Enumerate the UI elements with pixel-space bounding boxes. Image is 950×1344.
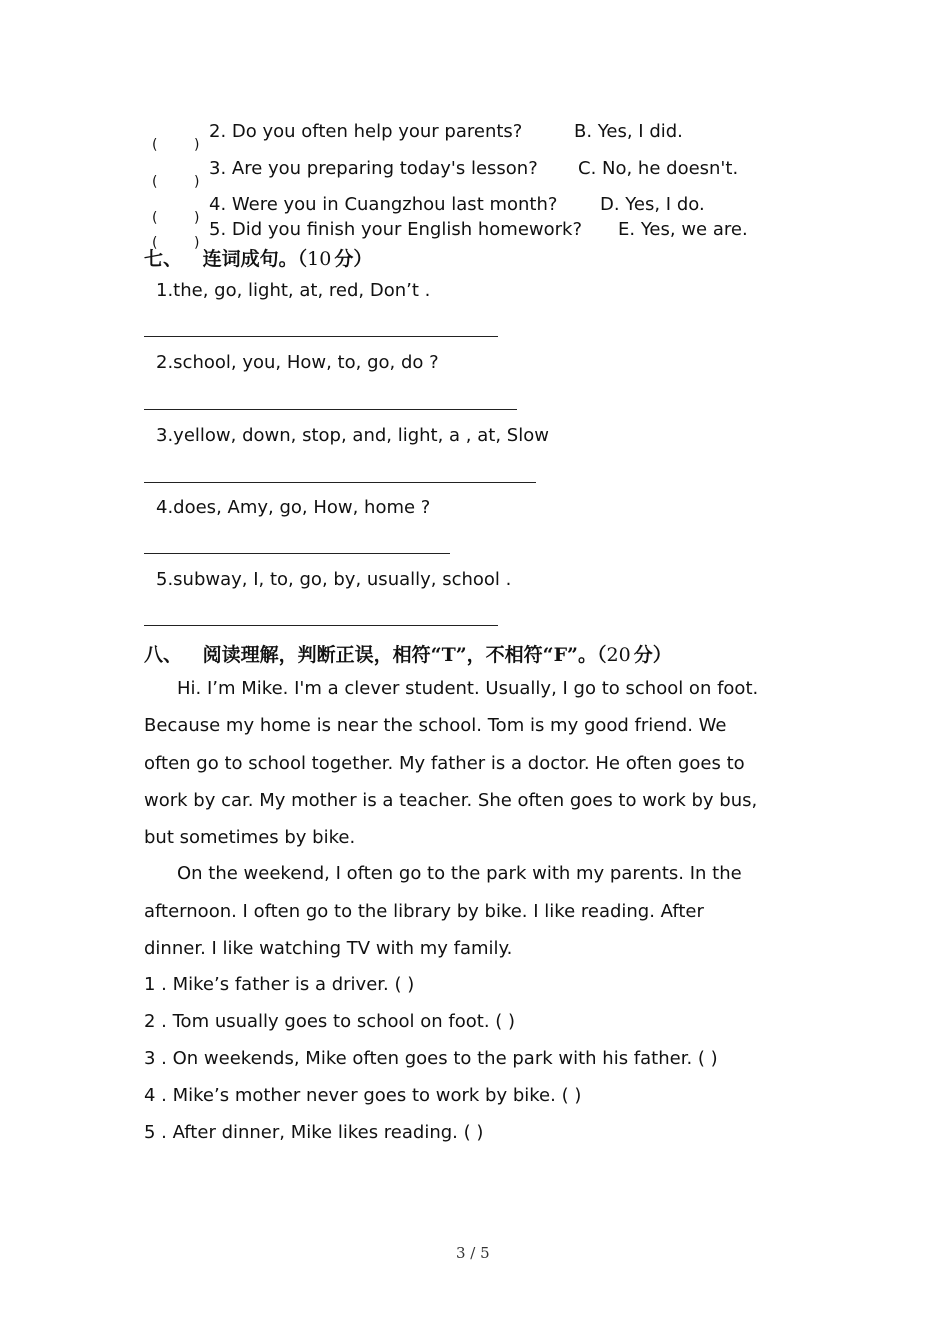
question-text: 4. Were you in Cuangzhou last month? (209, 194, 558, 215)
sentence-prompt: 1.the, go, light, at, red, Don’t . (156, 280, 431, 301)
match-row: ( ) 3. Are you preparing today's lesson? C. No, he doesn't. (152, 158, 739, 190)
passage-line: work by car. My mother is a teacher. She often goes to work by bus, (144, 790, 758, 811)
sentence-prompt: 5.subway, I, to, go, by, usually, school . (156, 569, 512, 590)
answer-line[interactable] (144, 482, 536, 483)
passage-line: Hi. I’m Mike. I'm a clever student. Usually, I go to school on foot. (177, 678, 759, 699)
page-number: 3 / 5 (456, 1244, 490, 1262)
passage-line: Because my home is near the school. Tom is my good friend. We (144, 715, 727, 736)
tf-question: 3 . On weekends, Mike often goes to the park with his father. ( ) (144, 1048, 718, 1069)
tf-question: 1 . Mike’s father is a driver. ( ) (144, 974, 415, 995)
answer-option: D. Yes, I do. (600, 194, 705, 215)
match-row: ( ) 2. Do you often help your parents? B. Yes, I did. (152, 121, 683, 153)
match-row: ( ) 4. Were you in Cuangzhou last month? D. Yes, I do. (152, 194, 705, 226)
tf-question: 2 . Tom usually goes to school on foot. ( ) (144, 1011, 516, 1032)
question-text: 2. Do you often help your parents? (209, 121, 523, 142)
answer-option: B. Yes, I did. (574, 121, 683, 142)
passage-line: often go to school together. My father is a doctor. He often goes to (144, 753, 745, 774)
section-score-unit: 分） (334, 248, 373, 270)
tf-question: 5 . After dinner, Mike likes reading. ( ) (144, 1122, 484, 1143)
answer-line[interactable] (144, 625, 498, 626)
passage-line: dinner. I like watching TV with my family. (144, 938, 513, 959)
answer-option: C. No, he doesn't. (578, 158, 739, 179)
sentence-prompt: 3.yellow, down, stop, and, light, a , at, Slow (156, 425, 549, 446)
section-index: 八、 (144, 644, 183, 666)
section-title: 阅读理解，判断正误，相符“T”，不相符“F”。（ (202, 644, 607, 666)
tf-question: 4 . Mike’s mother never goes to work by bike. ( ) (144, 1085, 582, 1106)
answer-line[interactable] (144, 409, 517, 410)
question-text: 5. Did you finish your English homework? (209, 219, 583, 240)
passage-line: but sometimes by bike. (144, 827, 356, 848)
sentence-prompt: 4.does, Amy, go, How, home ? (156, 497, 431, 518)
sentence-prompt: 2.school, you, How, to, go, do ? (156, 352, 439, 373)
section-index: 七、 (144, 248, 183, 270)
passage-line: afternoon. I often go to the library by bike. I like reading. After (144, 901, 704, 922)
answer-line[interactable] (144, 336, 498, 337)
answer-option: E. Yes, we are. (618, 219, 748, 240)
match-row: ( ) 5. Did you finish your English homework? E. Yes, we are. (152, 219, 748, 251)
passage-line: On the weekend, I often go to the park with my parents. In the (177, 863, 742, 884)
answer-line[interactable] (144, 553, 450, 554)
section-title: 连词成句。（ (202, 248, 308, 270)
section-8-heading (144, 640, 672, 667)
section-score: 10 (307, 248, 332, 270)
section-score: 20 (606, 644, 631, 666)
section-score-unit: 分） (633, 644, 672, 666)
question-text: 3. Are you preparing today's lesson? (209, 158, 538, 179)
section-7-heading (144, 244, 372, 271)
